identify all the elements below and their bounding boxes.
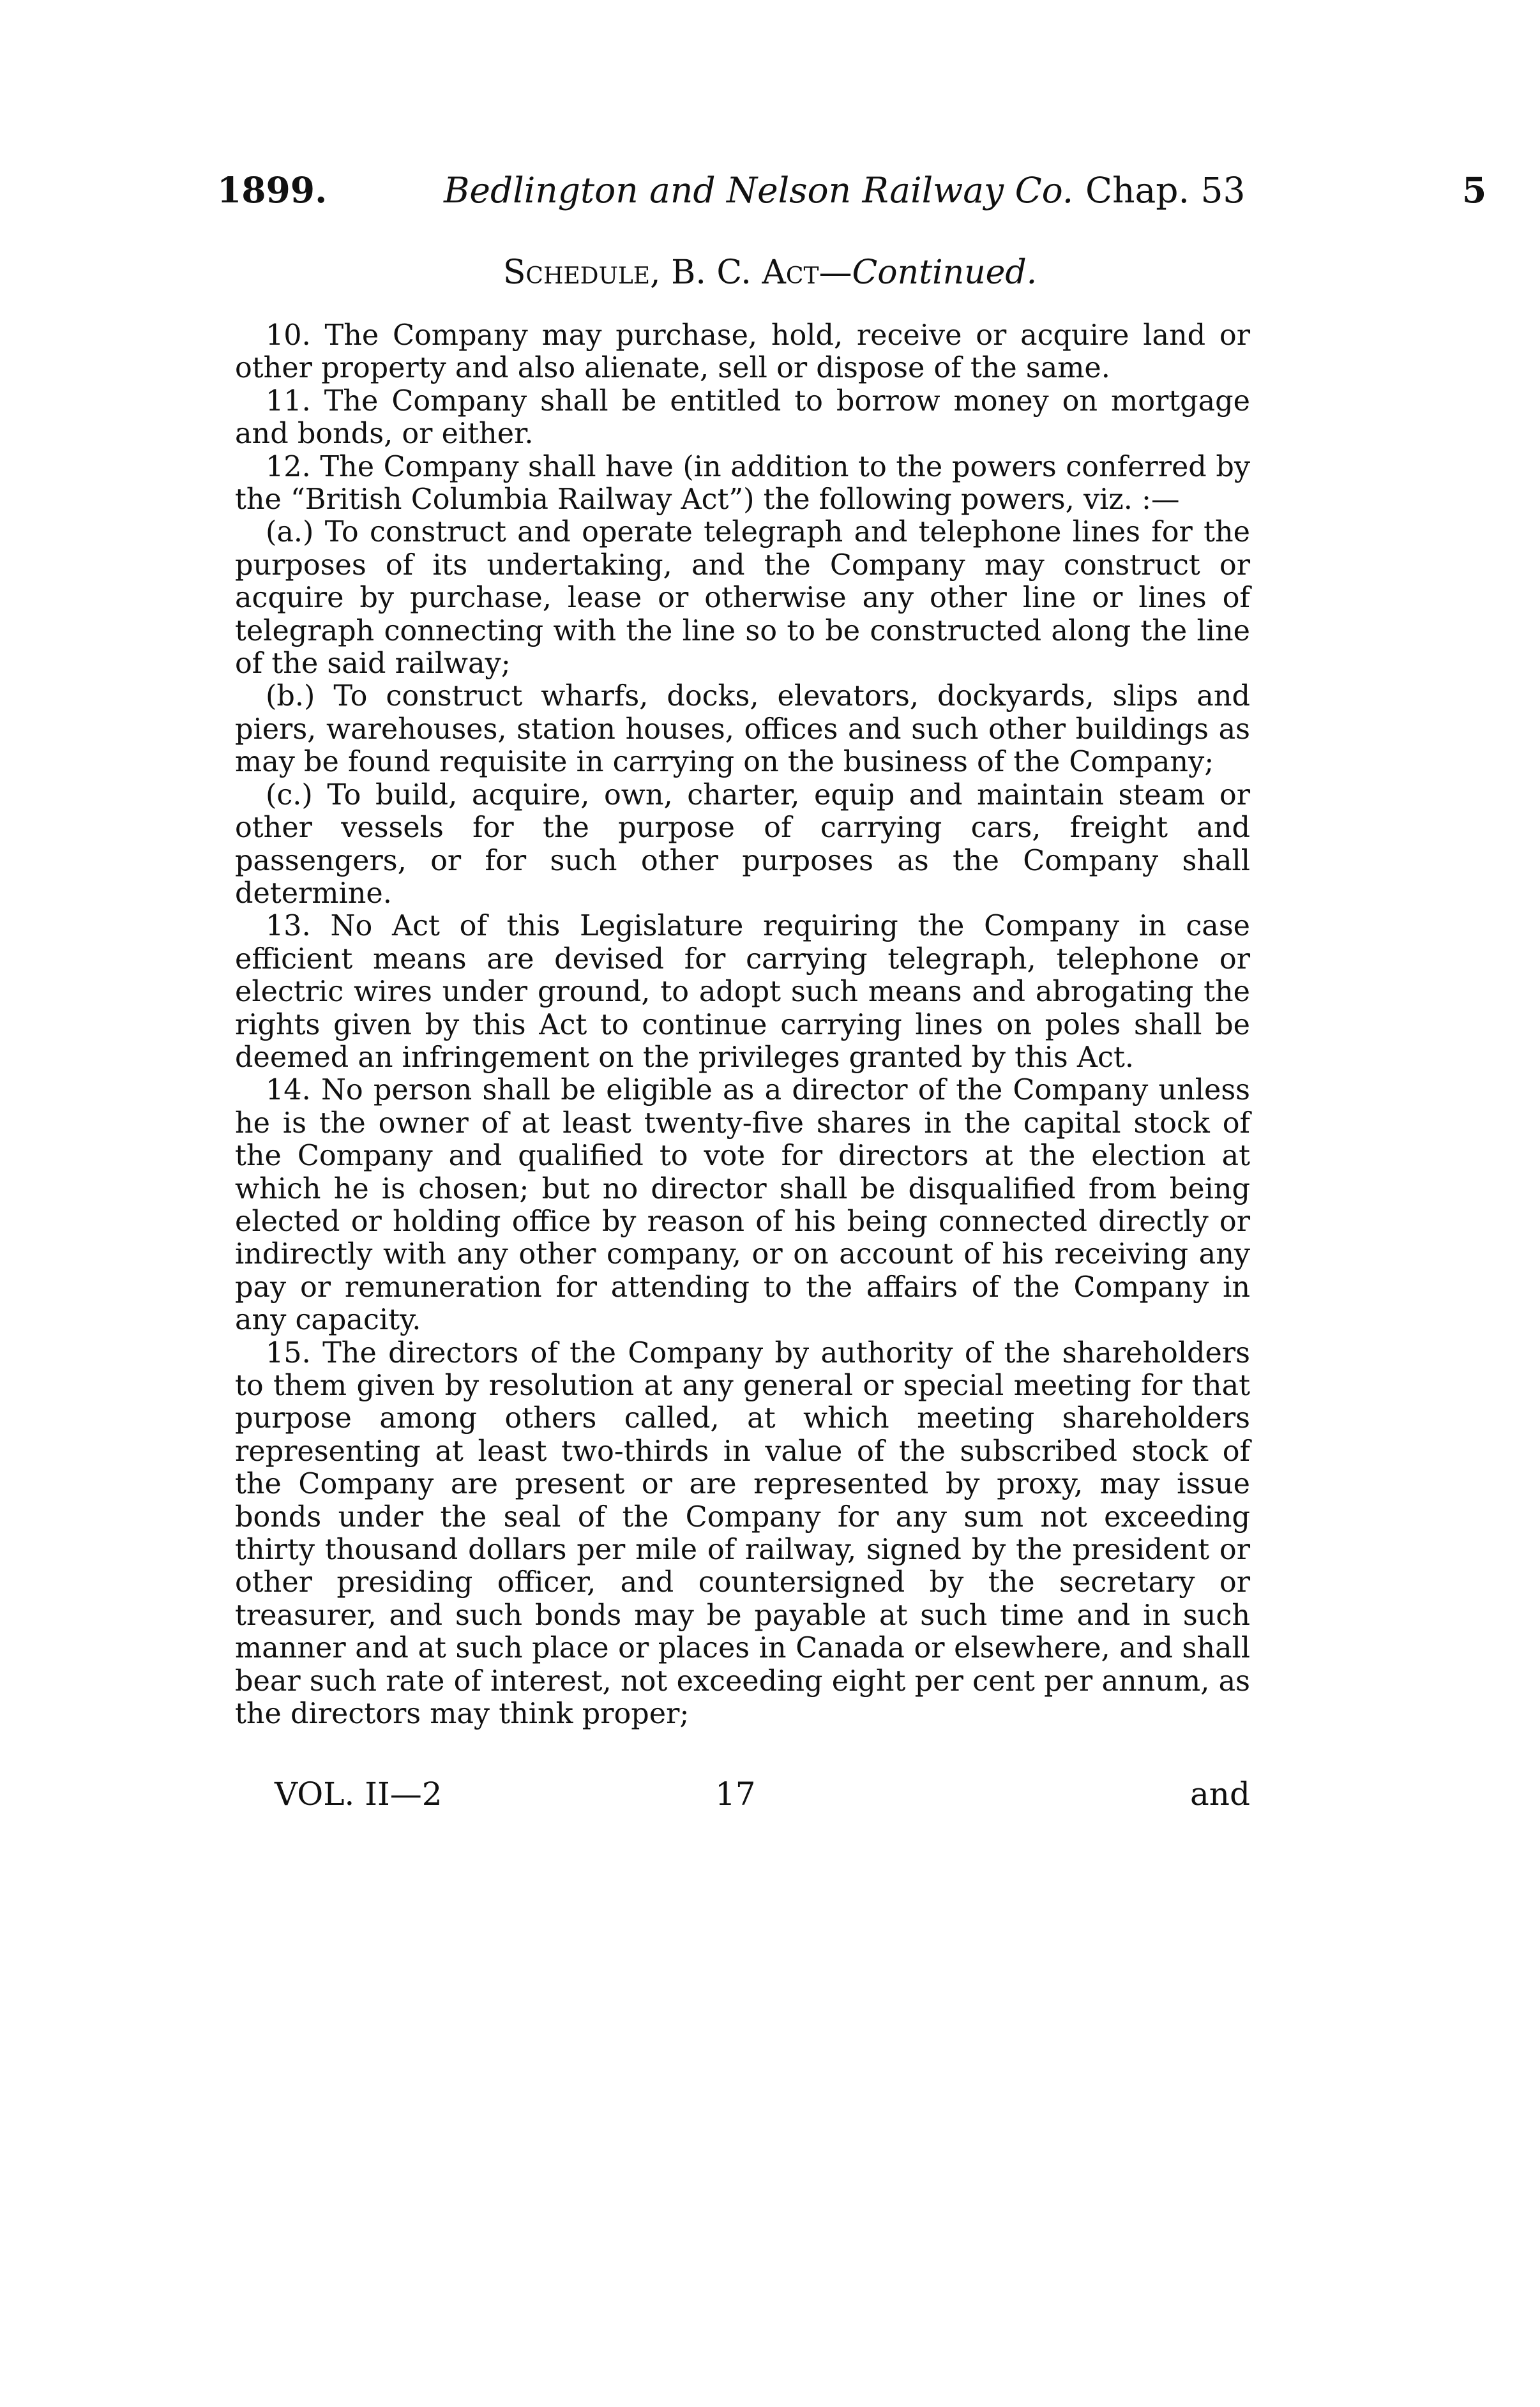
section-13: 13. No Act of this Legislature requiring the Company in case efficient means are devised for carrying telegraph, telephone or electric wires under ground, to adopt such means and abrogating the rights given by this Act to continue carrying lines on poles shall be deemed an infringement on the privileges granted by this Act. [235, 910, 1250, 1074]
schedule-heading-prefix: Schedule, B. C. Act— [502, 253, 852, 292]
section-12: 12. The Company shall have (in addition to the powers conferred by the “British Columbia Railway Act”) the following powers, viz. :— [235, 450, 1250, 517]
section-12-a: (a.) To construct and operate telegraph and telephone lines for the purposes of its undertaking, and the Company may construct or acquire by purchase, lease or otherwise any other line or lines of telegraph connecting with the line so to be constructed along the line of the said railway; [235, 516, 1250, 681]
section-12-b: (b.) To construct wharfs, docks, elevators, dockyards, slips and piers, warehouses, station houses, offices and such other buildings as may be found requisite in carrying on the business of the Company; [235, 680, 1250, 779]
body-text [235, 319, 1250, 1730]
footer-signature-number: 17 [715, 1776, 756, 1813]
section-10: 10. The Company may purchase, hold, receive or acquire land or other property and also alienate, sell or dispose of the same. [235, 319, 1250, 385]
section-14: 14. No person shall be eligible as a director of the Company unless he is the owner of at least twenty-five shares in the capital stock of the Company and qualified to vote for directors at the election at which he is chosen; but no director shall be disqualified from being elected or holding office by reason of his being connected directly or indirectly with any other company, or on account of his receiving any pay or remuneration for attending to the affairs of the Company in any capacity. [235, 1074, 1250, 1337]
footer-catchword: and [1189, 1776, 1250, 1813]
header-page-number: 5 [1462, 169, 1487, 211]
page-footer [235, 1775, 1250, 1813]
section-12-c: (c.) To build, acquire, own, charter, equip and maintain steam or other vessels for the purpose of carrying cars, freight and passengers, or for such other purposes as the Company shall determine. [235, 778, 1250, 910]
running-header [217, 163, 1485, 217]
header-year: 1899. [217, 169, 328, 211]
schedule-heading-suffix: Continued. [852, 253, 1038, 292]
header-chapter: Chap. 53 [1085, 170, 1246, 211]
section-15: 15. The directors of the Company by authority of the shareholders to them given by resolution at any general or special meeting for that purpose among others called, at which meeting shareholders representing at least two-thirds in value of the subscribed stock of the Company are present or are represented by proxy, may issue bonds under the seal of the Company for any sum not exceeding thirty thousand dollars per mile of railway, signed by the president or other presiding officer, and countersigned by the secretary or treasurer, and such bonds may be payable at such time and in such manner and at such place or places in Canada or elsewhere, and shall bear such rate of interest, not exceeding eight per cent per annum, as the directors may think proper; [235, 1336, 1250, 1731]
footer-volume: VOL. II—2 [275, 1776, 442, 1813]
schedule-heading [0, 250, 1540, 295]
section-11: 11. The Company shall be entitled to borrow money on mortgage and bonds, or either. [235, 384, 1250, 451]
header-title: Bedlington and Nelson Railway Co. [444, 170, 1074, 211]
